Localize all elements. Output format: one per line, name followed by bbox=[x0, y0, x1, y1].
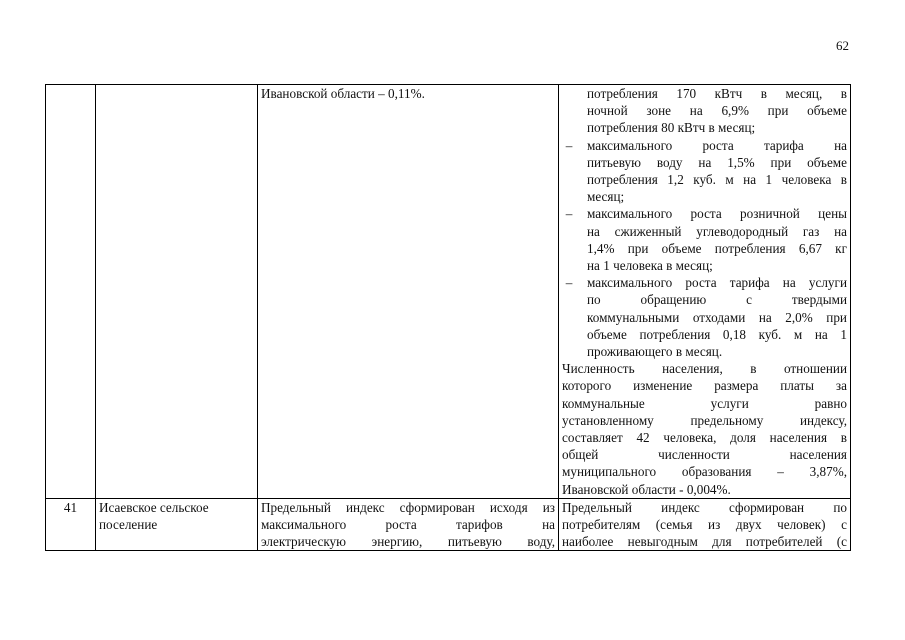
text-line: составляет 42 человека, доля населения в bbox=[562, 430, 847, 446]
text-line: которого изменение размера платы за bbox=[562, 378, 847, 394]
text-line: максимального роста тарифов на bbox=[261, 517, 555, 533]
continuation-block bbox=[562, 85, 847, 360]
text-line: потребления 170 кВтч в месяц, в bbox=[587, 86, 847, 101]
page-number: 62 bbox=[836, 38, 849, 53]
text-line: Ивановской области - 0,004%. bbox=[562, 481, 731, 497]
table-row bbox=[46, 85, 851, 499]
dash-marker: – bbox=[565, 137, 573, 153]
index-basis-cell bbox=[258, 85, 559, 499]
text-line: коммунальными отходами на 2,0% при bbox=[587, 309, 847, 325]
text-line: на сжиженный углеводородный газ на bbox=[587, 223, 847, 239]
text-line: питьевую воду на 1,5% при объеме bbox=[587, 154, 847, 170]
text-line: максимального роста розничной цены bbox=[587, 206, 847, 222]
text-line: потребления 80 кВтч в месяц; bbox=[587, 120, 756, 136]
municipality-name-cell bbox=[96, 85, 258, 499]
list-item bbox=[562, 205, 847, 274]
list-item bbox=[562, 274, 847, 360]
index-text: Ивановской области – 0,11%. bbox=[261, 86, 425, 101]
row-number-cell bbox=[46, 85, 96, 499]
municipal-index-table bbox=[45, 84, 851, 551]
text-line: установленному предельному индексу, bbox=[562, 412, 847, 428]
text-line: потребления 1,2 куб. м на 1 человека в bbox=[587, 172, 847, 188]
list-item bbox=[562, 137, 847, 206]
text-line: потребителям (семья из двух человек) с bbox=[562, 517, 847, 533]
text-line: проживающего в месяц. bbox=[587, 344, 723, 360]
list-item bbox=[562, 85, 847, 137]
text-line: на 1 человека в месяц; bbox=[587, 258, 713, 274]
text-line: объеме потребления 0,18 куб. м на 1 bbox=[587, 326, 847, 342]
text-line: ночной зоне на 6,9% при объеме bbox=[587, 103, 847, 119]
index-basis-cell bbox=[258, 498, 559, 551]
text-line: наиболее невыгодным для потребителей (с bbox=[562, 534, 847, 550]
text-line: Исаевское сельское bbox=[99, 499, 209, 515]
text-line: Предельный индекс сформирован исходя из bbox=[261, 499, 555, 515]
row-number-cell: 41 bbox=[46, 498, 96, 551]
text-line: максимального роста тарифа на bbox=[587, 137, 847, 153]
consumer-details-cell bbox=[559, 85, 851, 499]
table-row bbox=[46, 498, 851, 551]
text-line: максимального роста тарифа на услуги bbox=[587, 275, 847, 291]
municipality-name-cell bbox=[96, 498, 258, 551]
text-line: коммунальные услуги равно bbox=[562, 395, 847, 411]
dash-marker: – bbox=[565, 206, 573, 222]
text-line: Предельный индекс сформирован по bbox=[562, 499, 847, 515]
text-line: месяц; bbox=[587, 189, 625, 205]
text-line: электрическую энергию, питьевую воду, bbox=[261, 534, 555, 550]
text-line: муниципального образования – 3,87%, bbox=[562, 464, 847, 480]
population-paragraph bbox=[562, 360, 847, 498]
dash-marker: – bbox=[565, 275, 573, 291]
text-line: общей численности населения bbox=[562, 447, 847, 463]
text-line: поселение bbox=[99, 517, 158, 533]
consumer-details-cell bbox=[559, 498, 851, 551]
text-line: Численность населения, в отношении bbox=[562, 361, 847, 377]
text-line: по обращению с твердыми bbox=[587, 292, 847, 308]
text-line: 1,4% при объеме потребления 6,67 кг bbox=[587, 240, 847, 256]
